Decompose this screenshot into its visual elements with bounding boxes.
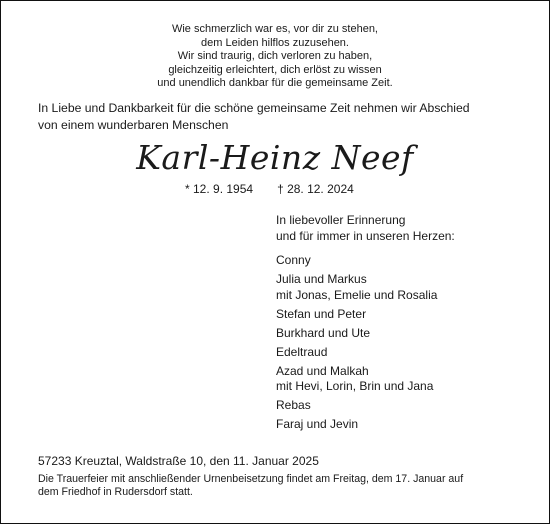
family-group bbox=[276, 253, 437, 269]
poem-line: gleichzeitig erleichtert, dich erlöst zu wissen bbox=[168, 63, 382, 76]
birth-date: * 12. 9. 1954 bbox=[185, 182, 254, 196]
family-line: mit Jonas, Emelie und Rosalia bbox=[276, 287, 438, 302]
family-line: Faraj und Jevin bbox=[276, 417, 359, 431]
intro-line: von einem wunderbaren Menschen bbox=[38, 117, 229, 132]
family-line: Stefan und Peter bbox=[276, 306, 367, 321]
death-date: † 28. 12. 2024 bbox=[277, 182, 354, 196]
memory-text bbox=[276, 213, 455, 244]
family-group bbox=[276, 398, 437, 414]
family-line: Azad und Malkah bbox=[276, 363, 369, 378]
family-group bbox=[276, 345, 437, 361]
family-line: Edeltraud bbox=[276, 344, 328, 359]
memory-line: und für immer in unseren Herzen: bbox=[276, 228, 455, 243]
family-line: Rebas bbox=[276, 398, 311, 412]
family-group bbox=[276, 307, 437, 323]
poem bbox=[0, 23, 550, 91]
place-date-line bbox=[38, 454, 319, 469]
family-group bbox=[276, 364, 437, 395]
funeral-note bbox=[38, 473, 463, 499]
intro-line: In Liebe und Dankbarkeit für die schöne gemeinsame Zeit nehmen wir Abschied bbox=[38, 101, 470, 115]
address-date: , Waldstraße 10, den 11. Januar 2025 bbox=[118, 454, 319, 468]
intro-text bbox=[38, 100, 470, 133]
note-line: dem Friedhof in Rudersdorf statt. bbox=[38, 486, 193, 499]
deceased-name: Karl-Heinz Neef bbox=[136, 138, 414, 177]
life-dates bbox=[185, 182, 354, 197]
poem-line: und unendlich dankbar für die gemeinsame Zeit. bbox=[157, 77, 393, 90]
memory-line: In liebevoller Erinnerung bbox=[276, 213, 406, 227]
family-list bbox=[276, 253, 437, 436]
family-line: Burkhard und Ute bbox=[276, 325, 371, 340]
family-group bbox=[276, 272, 437, 303]
family-group bbox=[276, 326, 437, 342]
city: Kreuztal bbox=[74, 454, 119, 468]
family-group bbox=[276, 417, 437, 433]
postal-code: 57233 bbox=[38, 454, 72, 468]
note-line: Die Trauerfeier mit anschließender Urnenbeisetzung findet am Freitag, dem 17. Januar auf bbox=[38, 473, 464, 485]
family-line: Julia und Markus bbox=[276, 272, 367, 286]
poem-line: dem Leiden hilflos zuzusehen. bbox=[201, 36, 349, 49]
poem-line: Wie schmerzlich war es, vor dir zu stehen, bbox=[171, 23, 378, 35]
family-line: Conny bbox=[276, 253, 311, 267]
family-line: mit Hevi, Lorin, Brin und Jana bbox=[276, 379, 434, 393]
poem-line: Wir sind traurig, dich verloren zu haben, bbox=[177, 50, 373, 63]
